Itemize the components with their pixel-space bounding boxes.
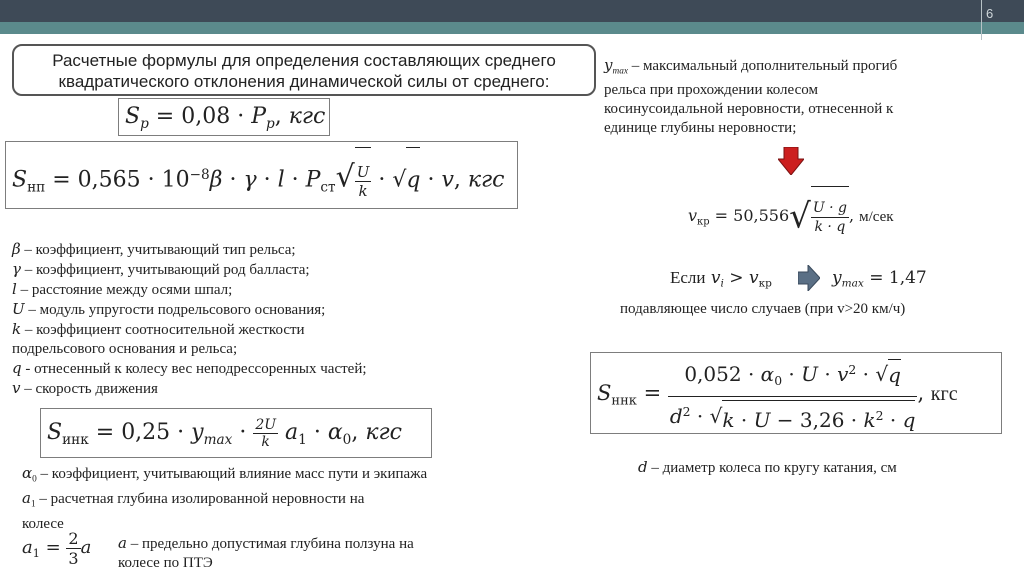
formula-snp: $S_{нп} = 0,565 \cdot 10^{-8}\beta \cdot \gamma \cdot l \cdot P_{ст}√$ $\frac{U}{k}$ · √q · v, кгс	[5, 141, 518, 209]
formula-a1: $a_1$ = $\frac{2}{3}$ a	[22, 528, 92, 568]
page-divider	[981, 0, 982, 40]
definition-ymax: $y_{max}$ – максимальный дополнительный прогиб рельса при прохождении колесом косинусоидальной неровности, отнесенной к единице глубины неровности;	[604, 56, 898, 137]
def-l: l – расстояние между осями шпал;	[12, 280, 233, 298]
def-a1-cont: колесе	[22, 515, 64, 532]
page-number: 6	[986, 6, 994, 21]
def-beta: β – коэффициент, учитывающий тип рельса;	[12, 240, 296, 258]
def-v: v – скорость движения	[12, 379, 158, 397]
top-stripe	[0, 22, 1024, 34]
def-gamma: γ – коэффициент, учитывающий род балласта;	[12, 260, 310, 278]
formula-vkr: $v_{кр} = 50,556√$ $\frac{U \cdot g}{k \cdot q}$ , м/сек	[688, 186, 894, 252]
definitions-left	[12, 240, 482, 399]
def-k: k – коэффициент соотносительной жесткости	[12, 320, 305, 338]
def-k-cont: подрельсового основания и рельса;	[12, 341, 238, 357]
arrow-down-icon	[778, 147, 804, 175]
ymax-value: $y_{max} = 1,47$	[832, 268, 927, 290]
formula-snnk: $S_{ннк}$ = $\frac{0,052 \cdot \alpha_0 \cdot U \cdot v^2 \cdot √q}{d^2 \cdot √k \cdot U - 3,26 \cdot k^2 \cdot q}$ , кгс	[590, 352, 1002, 434]
condition-line: Если $v_i > v_{кр}$	[670, 268, 772, 290]
arrow-right-icon	[798, 265, 820, 291]
definitions-alpha	[22, 464, 552, 534]
definition-a: a – предельно допустимая глубина ползуна на колесе по ПТЭ	[118, 534, 414, 571]
definition-d: d – диаметр колеса по кругу катания, см	[638, 458, 897, 476]
def-u: U – модуль упругости подрельсового основания;	[12, 300, 326, 318]
title-box: Расчетные формулы для определения составляющих среднего квадратического отклонения динамической силы от среднего:	[12, 44, 596, 96]
formula-sp: $S_p = 0,08 \cdot P_p$, кгс	[118, 98, 330, 136]
def-alpha0: $\alpha_0$ – коэффициент, учитывающий влияние масс пути и экипажа	[22, 464, 428, 485]
def-q: q - отнесенный к колесу вес неподрессоренных частей;	[12, 359, 367, 377]
note-majority: подавляющее число случаев (при v>20 км/ч)	[620, 301, 906, 317]
formula-sink: $S_{инк} = 0,25 \cdot y_{max}$ · $\frac{2U}{k}$ $a_1 \cdot \alpha_0$, кгс	[40, 408, 432, 458]
top-bar	[0, 0, 1024, 22]
def-a1: $a_1$ – расчетная глубина изолированной неровности на	[22, 489, 365, 510]
